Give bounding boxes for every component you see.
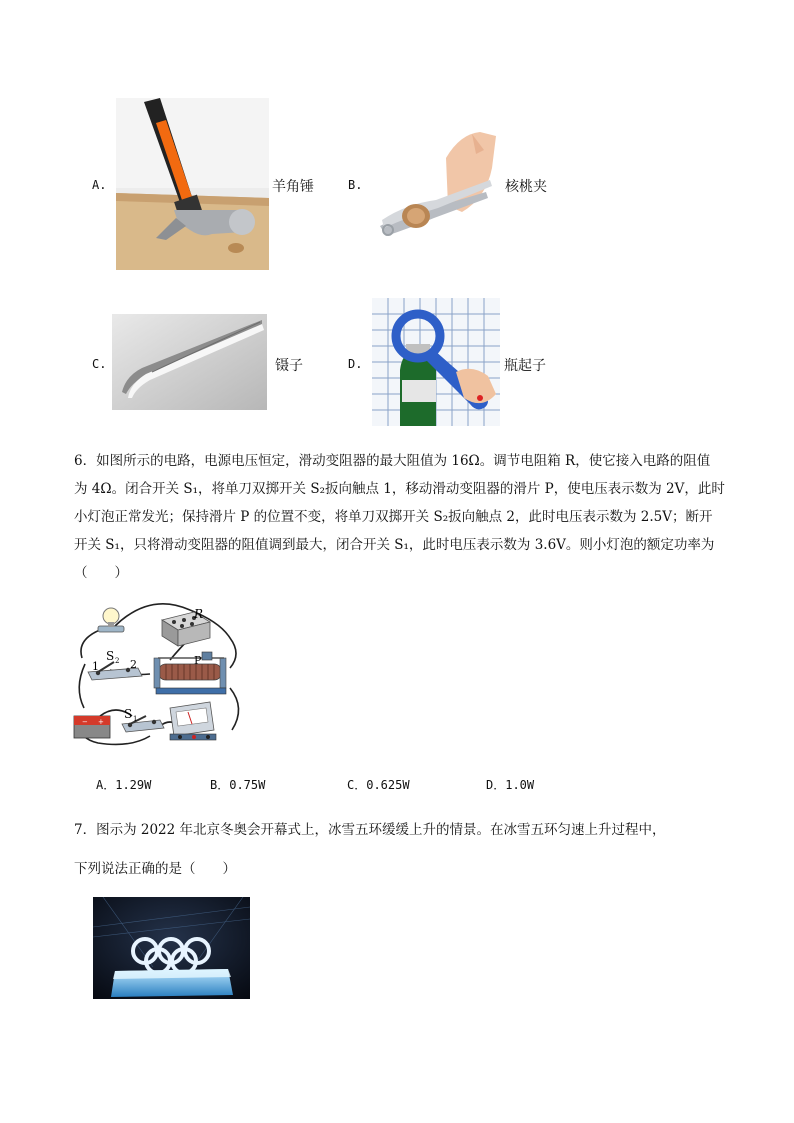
bulb-icon <box>98 608 124 632</box>
option-label: 羊角锤 <box>272 179 314 195</box>
label-s2-sub: 2 <box>115 657 120 665</box>
question-6-answers <box>0 776 794 796</box>
label-contact-1: 1 <box>92 660 99 673</box>
rheostat-icon <box>154 652 226 694</box>
option-letter: C. <box>92 357 107 371</box>
label-contact-2: 2 <box>130 658 137 671</box>
answer-a: A．1.29W <box>96 778 152 792</box>
question-7-line-1: 7．图示为 2022 年北京冬奥会开幕式上，冰雪五环缓缓上升的情景。在冰雪五环匀速上升过程中， <box>74 822 666 838</box>
question-6-line: 6．如图所示的电路，电源电压恒定，滑动变阻器的最大阻值为 16Ω。调节电阻箱 R，使它接入电路的阻值 <box>74 453 711 469</box>
bottle-opener-photo-icon <box>372 298 500 426</box>
question-6-line: 小灯泡正常发光；保持滑片 P 的位置不变，将单刀双掷开关 S₂扳向触点 2，此时电压表示数为 2.5V；断开 <box>74 509 713 525</box>
option-b <box>348 128 558 246</box>
option-label: 镊子 <box>275 358 303 374</box>
label-s1-sub: 1 <box>133 715 138 723</box>
option-c <box>92 314 312 412</box>
olympic-rings-photo-icon <box>93 897 250 999</box>
option-letter: B. <box>348 178 363 192</box>
label-r: R <box>194 607 204 621</box>
svg-text:−: − <box>82 718 88 726</box>
question-6-line: 为 4Ω。闭合开关 S₁，将单刀双掷开关 S₂扳向触点 1，移动滑动变阻器的滑片 P，使电压表示数为 2V，此时 <box>74 481 725 497</box>
svg-text:+: + <box>98 718 104 726</box>
option-d <box>348 298 558 428</box>
battery-icon <box>74 716 110 738</box>
option-letter: D. <box>348 357 363 371</box>
voltmeter-icon <box>170 702 216 740</box>
label-p: P <box>194 654 202 667</box>
option-a <box>92 98 332 272</box>
answer-c: C．0.625W <box>347 778 410 792</box>
tweezers-photo-icon <box>112 314 267 410</box>
option-letter: A. <box>92 178 107 192</box>
label-s1: S <box>124 707 133 721</box>
question-6-line: （ ） <box>74 565 128 581</box>
option-label: 瓶起子 <box>504 358 546 374</box>
circuit-diagram <box>70 598 250 748</box>
question-6-stem <box>74 447 726 587</box>
option-label: 核桃夹 <box>505 179 547 195</box>
question-6-line: 开关 S₁，只将滑动变阻器的阻值调到最大，闭合开关 S₁，此时电压表示数为 3.6V。则小灯泡的额定功率为 <box>74 537 715 553</box>
nutcracker-photo-icon <box>376 128 504 244</box>
claw-hammer-photo-icon <box>116 98 269 270</box>
answer-b: B．0.75W <box>210 778 266 792</box>
question-7-line-2: 下列说法正确的是（ ） <box>74 861 236 877</box>
label-s2: S <box>106 649 115 663</box>
answer-d: D．1.0W <box>486 778 535 792</box>
